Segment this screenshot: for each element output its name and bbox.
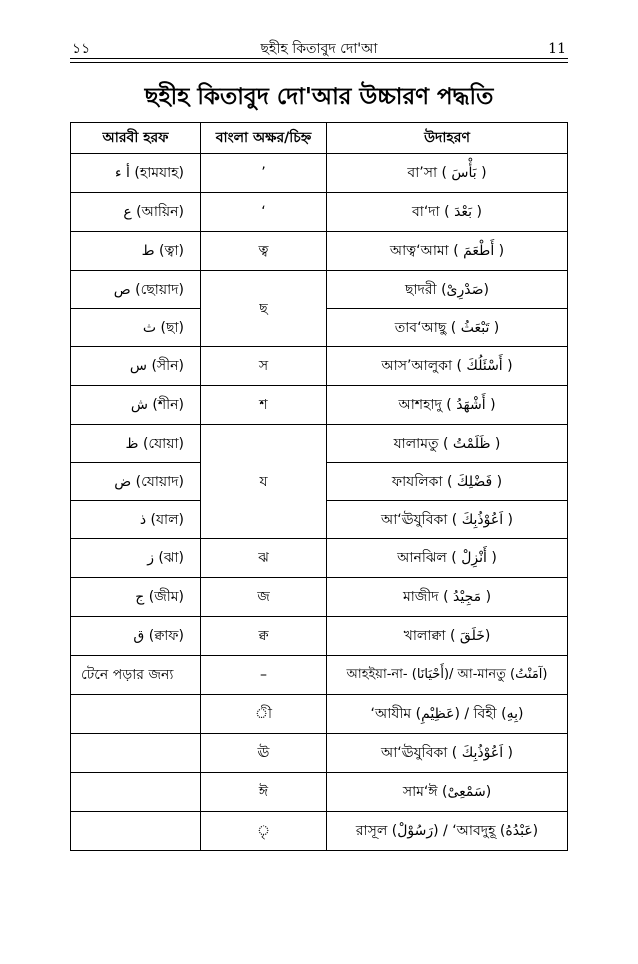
bangla-symbol-cell: ৃ <box>201 812 327 851</box>
arabic-letter-cell: ع (আয়িন) <box>71 193 201 232</box>
example-cell: ফাযলিকা ( فَضْلِكَ ) <box>327 463 568 501</box>
bangla-symbol-cell: ক্ব <box>201 617 327 656</box>
page-title: ছহীহ কিতাবুদ দো'আর উচ্চারণ পদ্ধতি <box>144 84 494 110</box>
arabic-letter-cell: ط (ত্বা) <box>71 232 201 271</box>
bangla-symbol-cell: জ <box>201 578 327 617</box>
page-number-bengali: ১১ <box>72 41 91 57</box>
table-row <box>71 734 568 773</box>
column-header-bangla: বাংলা অক্ষর/চিহ্ন <box>201 123 327 154</box>
example-cell: আশহাদু ( أَشْهَدُ ) <box>327 386 568 425</box>
table-row <box>71 539 568 578</box>
example-cell: তাব‘আছু ( تَبْعَثُ ) <box>327 309 568 347</box>
arabic-letter-cell <box>71 695 201 734</box>
example-cell: আহইয়া-না- (أَحْيَانَا)/ আ-মানতু (آمَنْتُ) <box>327 656 568 695</box>
arabic-letter-cell <box>71 812 201 851</box>
arabic-letter-cell: টেনে পড়ার জন্য <box>71 656 201 695</box>
table-row <box>71 271 568 309</box>
pronunciation-table <box>70 122 568 851</box>
arabic-letter-cell: ص (ছোয়াদ) <box>71 271 201 309</box>
bangla-symbol-cell: ঊ <box>201 734 327 773</box>
table-row <box>71 773 568 812</box>
bangla-symbol-cell: ‘ <box>201 193 327 232</box>
example-cell: আ‘ঊযুবিকা ( اَعُوْذُبِكَ ) <box>327 501 568 539</box>
bangla-symbol-cell: ত্ব <box>201 232 327 271</box>
arabic-letter-cell: ش (শীন) <box>71 386 201 425</box>
arabic-letter-cell: ز (ঝা) <box>71 539 201 578</box>
table-row <box>71 232 568 271</box>
table-row <box>71 193 568 232</box>
bangla-symbol-cell: – <box>201 656 327 695</box>
example-cell: রাসূল (رَسُوْلْ) / ‘আবদুহূ (عَبْدُهُ) <box>327 812 568 851</box>
example-cell: যালামতু ( ظَلَمْتُ ) <box>327 425 568 463</box>
example-cell: মাজীদ ( مَجِيْدُ ) <box>327 578 568 617</box>
arabic-letter-cell: س (সীন) <box>71 347 201 386</box>
example-cell: আ‘ঊযুবিকা ( اَعُوْذُبِكَ ) <box>327 734 568 773</box>
running-title: ছহীহ কিতাবুদ দো'আ <box>260 41 378 57</box>
table-row <box>71 617 568 656</box>
table-row <box>71 578 568 617</box>
bangla-symbol-cell: ঈ <box>201 773 327 812</box>
arabic-letter-cell: أ ء (হামযাহ) <box>71 154 201 193</box>
bangla-symbol-cell: য <box>201 425 327 539</box>
table-row <box>71 812 568 851</box>
column-header-example: উদাহরণ <box>327 123 568 154</box>
example-cell: আনঝিল ( أَنْزِلْ ) <box>327 539 568 578</box>
arabic-letter-cell: ض (যোয়াদ) <box>71 463 201 501</box>
page-number: 11 <box>548 41 566 57</box>
arabic-letter-cell: ج (জীম) <box>71 578 201 617</box>
header-rule <box>70 58 568 59</box>
bangla-symbol-cell: ’ <box>201 154 327 193</box>
arabic-letter-cell <box>71 773 201 812</box>
example-cell: সাম‘ঈ (سَمْعِىْ) <box>327 773 568 812</box>
table-row <box>71 656 568 695</box>
example-cell: আত্ব‘আমা ( أَطْعَمَ ) <box>327 232 568 271</box>
example-cell: আস’আলুকা ( أَسْئَلُكَ ) <box>327 347 568 386</box>
arabic-letter-cell: ق (ক্বাফ) <box>71 617 201 656</box>
table-row <box>71 154 568 193</box>
bangla-symbol-cell: ছ <box>201 271 327 347</box>
bangla-symbol-cell: স <box>201 347 327 386</box>
example-cell: ছাদরী (صَدْرِىْ) <box>327 271 568 309</box>
example-cell: বা‘দা ( بَعْدَ ) <box>327 193 568 232</box>
example-cell: খালাক্বা ( خَلَقَ) <box>327 617 568 656</box>
table-header-row <box>71 123 568 154</box>
header-rule-secondary <box>70 62 568 63</box>
arabic-letter-cell <box>71 734 201 773</box>
column-header-arabic: আরবী হরফ <box>71 123 201 154</box>
arabic-letter-cell: ث (ছা) <box>71 309 201 347</box>
table-row <box>71 347 568 386</box>
example-cell: বা’সা ( بَأْسَ ) <box>327 154 568 193</box>
table-row <box>71 386 568 425</box>
arabic-letter-cell: ظ (যোয়া) <box>71 425 201 463</box>
bangla-symbol-cell: ী <box>201 695 327 734</box>
table-row <box>71 695 568 734</box>
example-cell: ‘আযীম (عَظِيْمِ) / বিহী (بِهِ) <box>327 695 568 734</box>
page-header <box>70 40 568 60</box>
bangla-symbol-cell: শ <box>201 386 327 425</box>
table-row <box>71 425 568 463</box>
bangla-symbol-cell: ঝ <box>201 539 327 578</box>
arabic-letter-cell: ذ (যাল) <box>71 501 201 539</box>
